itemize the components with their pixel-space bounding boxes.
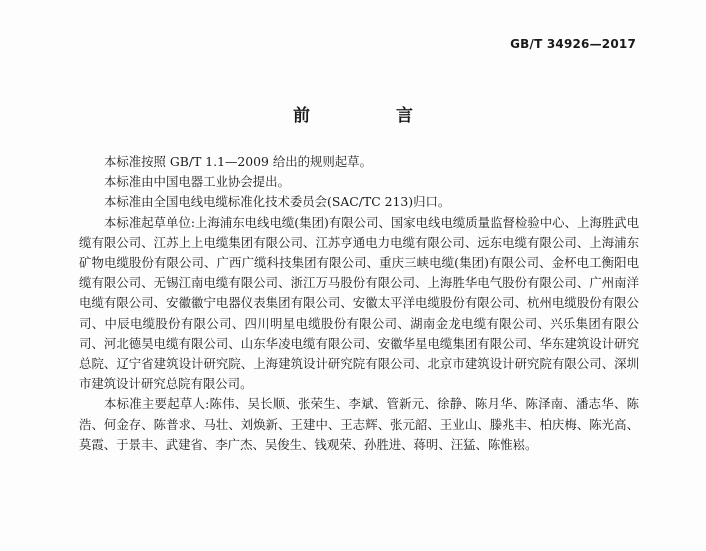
- section-title-foreword: 前 言: [293, 106, 453, 126]
- paragraph-main-drafters: 本标准主要起草人:陈伟、吴长顺、张荣生、李斌、管新元、徐静、陈月华、陈泽南、潘志华、陈浩、何金存、陈普求、马壮、刘焕新、王建中、王志辉、张元韶、王业山、滕兆丰、柏庆梅、陈光高、莫霞、于景丰、武建省、李广杰、吴俊生、钱观荣、孙胜进、蒋明、汪猛、陈惟崧。: [79, 396, 639, 452]
- paragraph-drafting-rules: 本标准按照 GB/T 1.1—2009 给出的规则起草。: [104, 154, 372, 169]
- paragraph-proposer: 本标准由中国电器工业协会提出。: [104, 174, 290, 190]
- paragraph-technical-committee: 本标准由全国电线电缆标准化技术委员会(SAC/TC 213)归口。: [104, 194, 451, 210]
- foreword-body: [79, 152, 639, 455]
- standard-code-header: GB/T 34926—2017: [510, 37, 636, 51]
- paragraph-drafting-units: 本标准起草单位:上海浦东电线电缆(集团)有限公司、国家电线电缆质量监督检验中心、上海胜武电缆有限公司、江苏上上电缆集团有限公司、江苏亨通电力电缆有限公司、远东电缆有限公司、上海浦东矿物电缆股份有限公司、广西广缆科技集团有限公司、重庆三峡电缆(集团)有限公司、金杯电工衡阳电缆有限公司、无锡江南电缆有限公司、浙江万马股份有限公司、上海胜华电气股份有限公司、广州南洋电缆有限公司、安徽徽宁电器仪表集团有限公司、安徽太平洋电缆股份有限公司、杭州电缆股份有限公司、中辰电缆股份有限公司、四川明星电缆股份有限公司、湖南金龙电缆有限公司、兴乐集团有限公司、河北德昊电缆有限公司、山东华凌电缆有限公司、安徽华星电缆集团有限公司、华东建筑设计研究总院、辽宁省建筑设计研究院、上海建筑设计研究院有限公司、北京市建筑设计研究院有限公司、深圳市建筑设计研究总院有限公司。: [79, 214, 639, 392]
